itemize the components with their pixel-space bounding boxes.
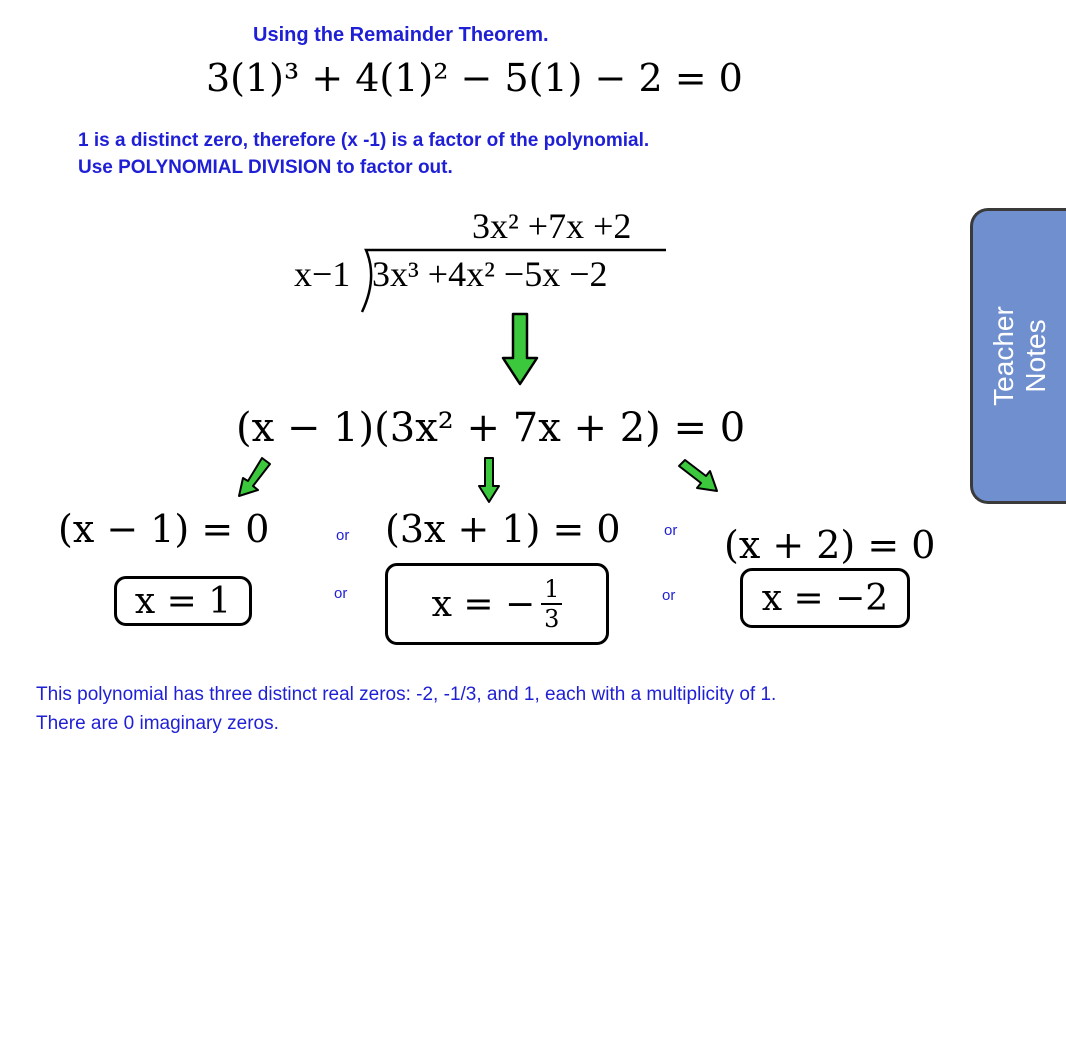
solution-right: x = −2 — [761, 577, 889, 619]
factor-equation-middle: (3x + 1) = 0 — [385, 507, 621, 551]
factor-equation-left: (x − 1) = 0 — [58, 507, 270, 551]
note-line-1: 1 is a distinct zero, therefore (x -1) is a factor of the polynomial. — [78, 130, 650, 151]
summary-line-1: This polynomial has three distinct real zeros: -2, -1/3, and 1, each with a multiplicity of 1. — [36, 684, 777, 705]
division-quotient: 3x² +7x +2 — [472, 206, 632, 246]
arrow-down-left-icon — [236, 456, 276, 498]
note-line-2: Use POLYNOMIAL DIVISION to factor out. — [78, 157, 453, 178]
solution-middle-fraction — [541, 575, 562, 633]
teacher-notes-tab[interactable] — [970, 208, 1066, 504]
solution-box-middle — [385, 563, 609, 645]
or-label: or — [336, 527, 350, 544]
or-label: or — [664, 522, 678, 539]
or-label: or — [334, 585, 348, 602]
remainder-equation: 3(1)³ + 4(1)² − 5(1) − 2 = 0 — [206, 56, 743, 100]
teacher-notes-line-1: Teacher — [987, 306, 1019, 406]
teacher-notes-label — [988, 256, 1052, 456]
down-arrow-icon — [500, 312, 540, 388]
division-divisor: x−1 — [294, 254, 351, 294]
solution-left: x = 1 — [134, 580, 232, 622]
solution-middle-prefix: x = − — [431, 583, 536, 625]
solution-box-left — [114, 576, 252, 626]
fraction-numerator: 1 — [541, 575, 562, 605]
teacher-notes-line-2: Notes — [1019, 319, 1051, 393]
heading: Using the Remainder Theorem. — [253, 24, 549, 46]
or-label: or — [662, 587, 676, 604]
fraction-denominator: 3 — [544, 605, 560, 633]
factor-equation-right: (x + 2) = 0 — [724, 523, 936, 567]
arrow-down-small-icon — [476, 456, 502, 506]
summary-line-2: There are 0 imaginary zeros. — [36, 713, 279, 734]
solution-box-right — [740, 568, 910, 628]
factored-equation: (x − 1)(3x² + 7x + 2) = 0 — [236, 405, 746, 451]
arrow-down-right-icon — [676, 458, 720, 494]
division-dividend: 3x³ +4x² −5x −2 — [372, 254, 608, 294]
